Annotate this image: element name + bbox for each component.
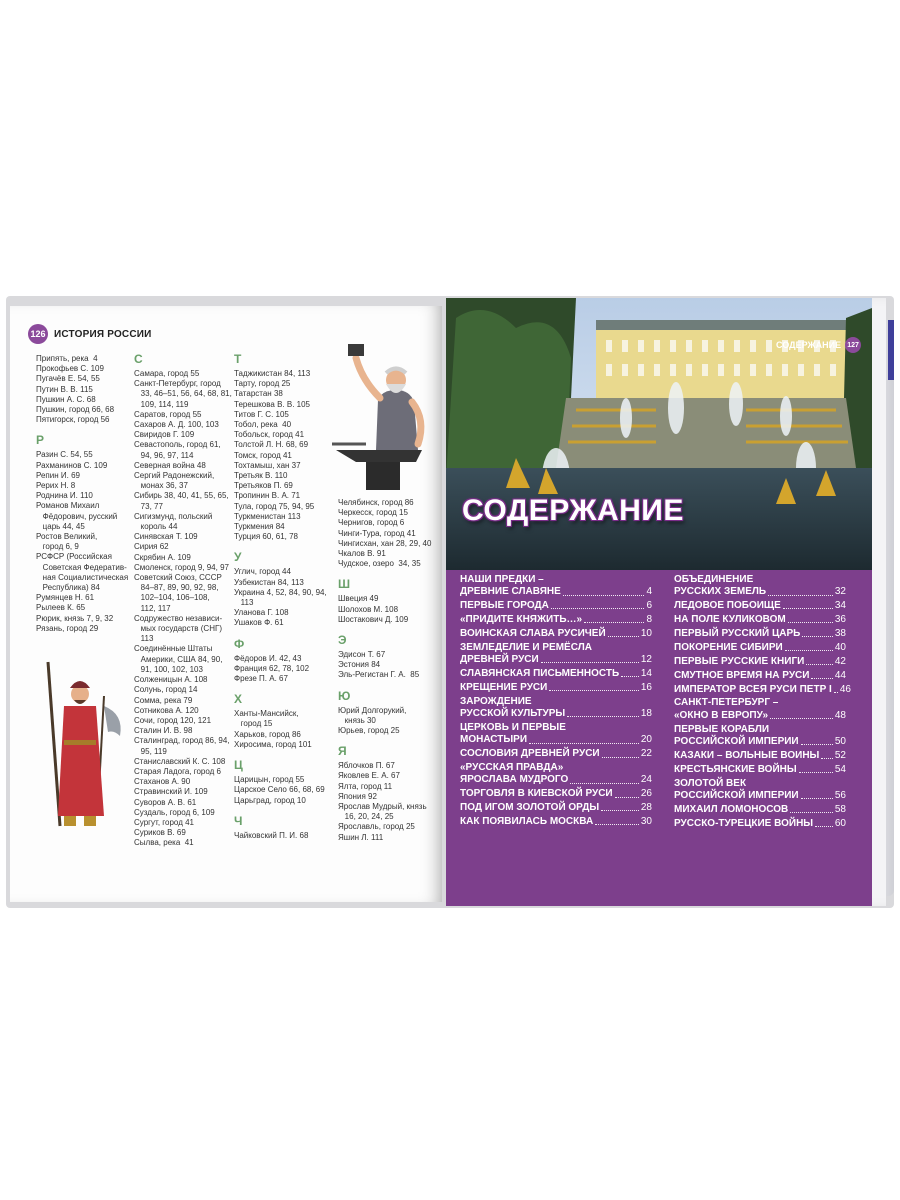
toc-column-right bbox=[674, 574, 851, 832]
index-entry: Фёдорович, русский bbox=[36, 511, 118, 521]
toc-item-page: 52 bbox=[834, 749, 846, 761]
toc-item-title: ЯРОСЛАВА МУДРОГО bbox=[460, 774, 569, 786]
red-kaftan bbox=[58, 706, 104, 816]
toc-item-title: КАК ПОЯВИЛАСЬ МОСКВА bbox=[460, 816, 594, 828]
toc-item[interactable] bbox=[460, 696, 652, 721]
index-entry: Самара, город 55 bbox=[134, 369, 200, 378]
toc-item-title: НА ПОЛЕ КУЛИКОВОМ bbox=[674, 614, 786, 626]
index-entry: Туркменистан 113 bbox=[234, 511, 301, 521]
index-column-3 bbox=[234, 352, 334, 841]
index-entry: Пятигорск, город 56 bbox=[36, 415, 110, 425]
index-entry: Яблочков П. 67 bbox=[338, 761, 395, 771]
toc-item-title: «ОКНО В ЕВРОПУ» bbox=[674, 709, 769, 721]
index-entry: Сургут, город 41 bbox=[134, 817, 194, 827]
toc-item-page: 36 bbox=[834, 614, 846, 626]
toc-dot-leader bbox=[806, 664, 833, 665]
index-entry: Третьяк В. 110 bbox=[234, 471, 288, 481]
index-entry: Хиросима, город 101 bbox=[234, 739, 312, 749]
index-letter: Ч bbox=[234, 813, 243, 828]
toc-item[interactable] bbox=[674, 697, 846, 722]
berdysh-axe bbox=[104, 706, 121, 736]
index-entry: Чкалов В. 91 bbox=[338, 549, 386, 559]
index-entry: Эдисон Т. 67 bbox=[338, 650, 386, 660]
toc-item[interactable] bbox=[674, 818, 846, 830]
toc-item[interactable] bbox=[460, 788, 652, 800]
index-letter: Я bbox=[338, 744, 347, 759]
toc-item-title: ЗАРОЖДЕНИЕ bbox=[460, 695, 532, 707]
index-entry: ная Социалистическая bbox=[36, 572, 129, 582]
toc-item[interactable] bbox=[674, 750, 846, 762]
index-entry: Сталинград, город 86, 94, bbox=[134, 736, 230, 746]
toc-item[interactable] bbox=[674, 642, 846, 654]
index-entry: Ханты-Мансийск, bbox=[234, 709, 299, 719]
blacksmith-arm bbox=[356, 358, 380, 398]
index-letter: Ш bbox=[338, 577, 351, 592]
anvil bbox=[336, 450, 422, 462]
toc-item-page: 58 bbox=[834, 803, 846, 815]
index-letter: У bbox=[234, 550, 242, 565]
index-entry: 33, 46–51, 56, 64, 68, 81, bbox=[134, 389, 232, 399]
index-entry: Рерих Н. 8 bbox=[36, 481, 76, 491]
toc-dot-leader bbox=[802, 636, 833, 637]
toc-item[interactable] bbox=[674, 670, 846, 682]
toc-item-page: 16 bbox=[640, 681, 652, 693]
toc-item-title: РУССКОЙ КУЛЬТУРЫ bbox=[460, 708, 566, 720]
index-entry: 84–87, 89, 90, 92, 98, bbox=[134, 583, 219, 593]
index-letter: Ц bbox=[234, 758, 243, 773]
index-entry: Челябинск, город 86 bbox=[338, 498, 414, 507]
index-entry: Шостакович Д. 109 bbox=[338, 614, 409, 624]
index-entry: Рахманинов С. 109 bbox=[36, 460, 108, 470]
toc-item-title: ПЕРВЫЕ ГОРОДА bbox=[460, 600, 549, 612]
toc-dot-leader bbox=[811, 678, 832, 679]
index-entry: Свиридов Г. 109 bbox=[134, 430, 195, 440]
toc-item-title: ДРЕВНЕЙ РУСИ bbox=[460, 654, 539, 666]
toc-item-title: «РУССКАЯ ПРАВДА» bbox=[460, 762, 564, 774]
toc-item[interactable] bbox=[460, 748, 652, 760]
index-entry: 91, 100, 102, 103 bbox=[134, 664, 203, 674]
index-entry: Чудское, озеро 34, 35 bbox=[338, 559, 421, 569]
toc-item[interactable] bbox=[674, 600, 846, 612]
index-entry: Тула, город 75, 94, 95 bbox=[234, 501, 315, 511]
index-entry: Тропинин В. А. 71 bbox=[234, 491, 301, 501]
toc-item-title: ЦЕРКОВЬ И ПЕРВЫЕ bbox=[460, 722, 566, 734]
toc-title: СОДЕРЖАНИЕ bbox=[462, 494, 684, 527]
toc-item-page: 54 bbox=[834, 763, 846, 775]
index-entry: Рязань, город 29 bbox=[36, 623, 99, 633]
toc-item-page: 32 bbox=[834, 586, 846, 598]
toc-item-title: РОССИЙСКОЙ ИМПЕРИИ bbox=[674, 735, 799, 747]
toc-dot-leader bbox=[615, 797, 639, 798]
toc-item-page: 22 bbox=[640, 748, 652, 760]
index-entry: Роднина И. 110 bbox=[36, 491, 93, 501]
left-page-number: 126 bbox=[28, 324, 48, 344]
index-entry: Репин И. 69 bbox=[36, 470, 80, 480]
toc-item[interactable] bbox=[460, 600, 652, 612]
cover-edge-stripe bbox=[888, 320, 894, 380]
toc-dot-leader bbox=[549, 690, 639, 691]
index-entry: РСФСР (Российская bbox=[36, 552, 112, 562]
toc-dot-leader bbox=[821, 758, 833, 759]
toc-column-left bbox=[460, 574, 652, 830]
index-entry: Советская Федератив- bbox=[36, 562, 127, 572]
toc-item-title: ПЕРВЫЕ КОРАБЛИ bbox=[674, 723, 770, 735]
toc-item[interactable] bbox=[674, 614, 846, 626]
toc-item-title: НАШИ ПРЕДКИ – bbox=[460, 574, 544, 585]
toc-item-title: РОССИЙСКОЙ ИМПЕРИИ bbox=[674, 789, 799, 801]
right-page-header-label: СОДЕРЖАНИЕ bbox=[776, 340, 842, 350]
index-entry: монах 36, 37 bbox=[134, 481, 188, 491]
toc-dot-leader bbox=[783, 608, 833, 609]
toc-item[interactable] bbox=[460, 668, 652, 680]
index-entry: Фрезе П. А. 67 bbox=[234, 674, 288, 684]
toc-item[interactable] bbox=[460, 762, 652, 787]
right-page-number: 127 bbox=[845, 337, 861, 353]
toc-item-page: 6 bbox=[646, 600, 652, 612]
toc-item[interactable] bbox=[460, 722, 652, 747]
toc-dot-leader bbox=[621, 676, 639, 677]
index-entry: город 6, 9 bbox=[36, 542, 79, 552]
toc-item[interactable] bbox=[460, 802, 652, 814]
index-entry: Ростов Великий, bbox=[36, 532, 98, 542]
toc-item-title: СМУТНОЕ ВРЕМЯ НА РУСИ bbox=[674, 669, 810, 681]
toc-dot-leader bbox=[602, 757, 639, 758]
toc-dot-leader bbox=[768, 595, 833, 596]
toc-item-page: 48 bbox=[834, 709, 846, 721]
index-entry: 102–104, 106–108, bbox=[134, 593, 210, 603]
toc-dot-leader bbox=[541, 662, 639, 663]
index-letter: Т bbox=[234, 352, 242, 366]
toc-dot-leader bbox=[790, 812, 833, 813]
index-entry: Сергий Радонежский, bbox=[134, 471, 215, 481]
index-entry: Япония 92 bbox=[338, 791, 377, 801]
toc-item-title: ОБЪЕДИНЕНИЕ bbox=[674, 574, 754, 585]
toc-item[interactable] bbox=[674, 683, 851, 696]
toc-item-page: 38 bbox=[834, 627, 846, 639]
toc-item-title: КРЕЩЕНИЕ РУСИ bbox=[460, 681, 548, 693]
index-entry: Юрьев, город 25 bbox=[338, 726, 400, 736]
toc-item[interactable] bbox=[674, 764, 846, 776]
index-entry: 113 bbox=[234, 598, 254, 608]
toc-item-page: 44 bbox=[834, 669, 846, 681]
toc-item-title: ПЕРВЫЙ РУССКИЙ ЦАРЬ bbox=[674, 627, 801, 639]
toc-item[interactable] bbox=[674, 724, 846, 749]
index-entry: 109, 114, 119 bbox=[134, 399, 189, 409]
index-entry: Яшин Л. 111 bbox=[338, 832, 384, 842]
toc-dot-leader bbox=[563, 595, 645, 596]
index-entry: Царское Село 66, 68, 69 bbox=[234, 785, 325, 795]
toc-item-page: 14 bbox=[640, 668, 652, 680]
index-entry: Ярослав Мудрый, князь bbox=[338, 802, 427, 812]
toc-item-page: 42 bbox=[834, 655, 846, 667]
hammer-head bbox=[348, 344, 364, 356]
index-entry: Соединённые Штаты bbox=[134, 644, 213, 654]
toc-item-title: ПОД ИГОМ ЗОЛОТОЙ ОРДЫ bbox=[460, 802, 600, 814]
index-entry: 112, 117 bbox=[134, 603, 171, 613]
index-entry: Таджикистан 84, 113 bbox=[234, 369, 311, 378]
index-entry: Содружество независи- bbox=[134, 613, 223, 623]
toc-item[interactable] bbox=[674, 804, 846, 816]
toc-dot-leader bbox=[595, 824, 639, 825]
index-entry: Черкесск, город 15 bbox=[338, 508, 408, 518]
index-letter: Ю bbox=[338, 688, 351, 703]
index-entry: Старая Ладога, город 6 bbox=[134, 766, 221, 776]
index-entry: Томск, город 41 bbox=[234, 450, 292, 460]
index-entry: Солженицын А. 108 bbox=[134, 675, 208, 685]
toc-dot-leader bbox=[834, 692, 838, 693]
toc-dot-leader bbox=[529, 743, 639, 744]
toc-item-title: РУССКИХ ЗЕМЕЛЬ bbox=[674, 586, 767, 598]
index-entry: Углич, город 44 bbox=[234, 567, 291, 577]
toc-item[interactable] bbox=[460, 816, 652, 828]
toc-item[interactable] bbox=[674, 574, 846, 599]
index-letter: С bbox=[134, 352, 143, 366]
toc-dot-leader bbox=[788, 622, 833, 623]
index-entry: Туркмения 84 bbox=[234, 522, 285, 532]
index-entry: Тобол, река 40 bbox=[234, 420, 292, 430]
index-entry: Солунь, город 14 bbox=[134, 685, 198, 695]
toc-item-title: МИХАИЛ ЛОМОНОСОВ bbox=[674, 803, 789, 815]
index-entry: Сирия 62 bbox=[134, 542, 169, 552]
toc-item-title: ЗОЛОТОЙ ВЕК bbox=[674, 777, 747, 789]
toc-item[interactable] bbox=[460, 682, 652, 694]
index-entry: Синявская Т. 109 bbox=[134, 532, 198, 542]
index-entry: Сахаров А. Д. 100, 103 bbox=[134, 420, 219, 430]
toc-item-title: ДРЕВНИЕ СЛАВЯНЕ bbox=[460, 586, 561, 598]
left-page-title: ИСТОРИЯ РОССИИ bbox=[54, 328, 152, 340]
toc-item-title: ТОРГОВЛЯ В КИЕВСКОЙ РУСИ bbox=[460, 788, 613, 800]
index-entry: Станиславский К. С. 108 bbox=[134, 756, 226, 766]
index-entry: Тобольск, город 41 bbox=[234, 430, 305, 440]
toc-item-page: 28 bbox=[640, 802, 652, 814]
index-entry: Прокофьев С. 109 bbox=[36, 364, 104, 374]
toc-dot-leader bbox=[567, 716, 639, 717]
index-entry: Ялта, город 11 bbox=[338, 781, 393, 791]
index-entry: Ушаков Ф. 61 bbox=[234, 618, 284, 628]
toc-item-title: СЛАВЯНСКАЯ ПИСЬМЕННОСТЬ bbox=[460, 668, 620, 680]
index-entry: Рюрик, князь 7, 9, 32 bbox=[36, 613, 114, 623]
toc-item-page: 18 bbox=[640, 708, 652, 720]
toc-item-page: 8 bbox=[646, 614, 652, 626]
index-entry: Яковлев Е. А. 67 bbox=[338, 771, 400, 781]
belt bbox=[64, 740, 96, 745]
index-entry: Татарстан 38 bbox=[234, 389, 283, 399]
index-entry: Саратов, город 55 bbox=[134, 409, 202, 419]
palace-roof bbox=[596, 320, 846, 330]
toc-item[interactable] bbox=[460, 574, 652, 599]
index-entry: 94, 96, 97, 114 bbox=[134, 450, 194, 460]
toc-dot-leader bbox=[799, 772, 833, 773]
toc-item-title: КАЗАКИ – ВОЛЬНЫЕ ВОИНЫ bbox=[674, 749, 820, 761]
toc-item-page: 24 bbox=[640, 774, 652, 786]
index-entry: Сигизмунд, польский bbox=[134, 511, 213, 521]
index-entry: Уланова Г. 108 bbox=[234, 608, 289, 618]
index-entry: Украина 4, 52, 84, 90, 94, bbox=[234, 587, 327, 597]
index-entry: Швеция 49 bbox=[338, 594, 379, 604]
toc-item-title: ВОИНСКАЯ СЛАВА РУСИЧЕЙ bbox=[460, 627, 606, 639]
index-entry: Царьград, город 10 bbox=[234, 795, 306, 805]
toc-item-page: 60 bbox=[834, 817, 846, 829]
toc-item-page: 30 bbox=[640, 816, 652, 828]
index-entry: Разин С. 54, 55 bbox=[36, 450, 93, 460]
toc-item[interactable] bbox=[460, 614, 652, 626]
index-entry: Чернигов, город 6 bbox=[338, 518, 405, 528]
toc-item-title: ЗЕМЛЕДЕЛИЕ И РЕМЁСЛА bbox=[460, 641, 592, 653]
toc-dot-leader bbox=[801, 744, 833, 745]
index-entry: Рылеев К. 65 bbox=[36, 603, 86, 613]
index-entry: мых государств (СНГ) bbox=[134, 624, 222, 634]
index-entry: 73, 77 bbox=[134, 501, 163, 511]
index-entry: Шолохов М. 108 bbox=[338, 604, 399, 614]
toc-item-page: 56 bbox=[834, 789, 846, 801]
index-column-2 bbox=[134, 352, 234, 849]
index-entry: 95, 119 bbox=[134, 746, 167, 756]
boot-right bbox=[84, 816, 96, 826]
streltsy-soldier-illustration bbox=[34, 656, 128, 832]
index-entry: Харьков, город 86 bbox=[234, 729, 301, 739]
index-entry: 16, 20, 24, 25 bbox=[338, 812, 394, 822]
index-entry: 113 bbox=[134, 634, 154, 644]
index-entry: Америки, США 84, 90, bbox=[134, 654, 223, 664]
index-entry: Терешкова В. В. 105 bbox=[234, 399, 310, 409]
toc-item-title: САНКТ-ПЕТЕРБУРГ – bbox=[674, 697, 779, 709]
toc-item-title: ИМПЕРАТОР ВСЕЯ РУСИ ПЕТР I bbox=[674, 683, 832, 695]
index-entry: Ярославль, город 25 bbox=[338, 822, 415, 832]
index-entry: Сибирь 38, 40, 41, 55, 65, bbox=[134, 491, 229, 501]
index-entry: Советский Союз, СССР bbox=[134, 573, 222, 583]
index-letter: Э bbox=[338, 633, 347, 648]
index-letter: Р bbox=[36, 433, 45, 448]
toc-item-title: ПЕРВЫЕ РУССКИЕ КНИГИ bbox=[674, 655, 805, 667]
index-entry: Санкт-Петербург, город bbox=[134, 379, 221, 389]
index-entry: Смоленск, город 9, 94, 97 bbox=[134, 562, 229, 572]
index-entry: Юрий Долгорукий, bbox=[338, 705, 407, 715]
index-entry: Суворов А. В. 61 bbox=[134, 797, 197, 807]
index-entry: Турция 60, 61, 78 bbox=[234, 532, 298, 542]
toc-item-title: КРЕСТЬЯНСКИЕ ВОЙНЫ bbox=[674, 763, 797, 775]
toc-item-page: 50 bbox=[834, 735, 846, 747]
toc-dot-leader bbox=[770, 718, 833, 719]
index-entry: Сотникова А. 120 bbox=[134, 705, 199, 715]
toc-item-page: 20 bbox=[640, 734, 652, 746]
toc-item-page: 46 bbox=[839, 683, 851, 695]
toc-item-title: МОНАСТЫРИ bbox=[460, 734, 528, 746]
index-entry: Эль-Регистан Г. А. 85 bbox=[338, 670, 420, 680]
toc-dot-leader bbox=[801, 798, 833, 799]
index-entry: король 44 bbox=[134, 522, 178, 532]
toc-item-page: 40 bbox=[834, 641, 846, 653]
index-entry: Суриков В. 69 bbox=[134, 828, 186, 838]
index-entry: Севастополь, город 61, bbox=[134, 440, 221, 450]
toc-item-title: ЛЕДОВОЕ ПОБОИЩЕ bbox=[674, 600, 781, 612]
anvil-base bbox=[366, 460, 400, 490]
index-entry: город 15 bbox=[234, 719, 273, 729]
musket bbox=[48, 662, 60, 826]
boot-left bbox=[64, 816, 76, 826]
index-entry: царь 44, 45 bbox=[36, 521, 85, 531]
index-entry: Стравинский И. 109 bbox=[134, 787, 208, 797]
soldier-beard bbox=[74, 700, 86, 704]
index-entry: Романов Михаил bbox=[36, 501, 100, 511]
soldier-hat bbox=[70, 681, 90, 688]
index-column-1 bbox=[36, 354, 130, 634]
index-entry: Третьяков П. 69 bbox=[234, 481, 293, 491]
index-entry: Эстония 84 bbox=[338, 660, 381, 670]
toc-dot-leader bbox=[608, 636, 639, 637]
index-entry: Толстой Л. Н. 68, 69 bbox=[234, 440, 309, 450]
index-letter: Х bbox=[234, 692, 243, 707]
toc-item[interactable] bbox=[460, 642, 652, 667]
index-entry: Пушкин, город 66, 68 bbox=[36, 405, 115, 415]
toc-item-page: 26 bbox=[640, 788, 652, 800]
index-entry: Пушкин А. С. 68 bbox=[36, 394, 96, 404]
index-entry: Сомма, река 79 bbox=[134, 695, 193, 705]
index-column-4 bbox=[338, 498, 438, 843]
toc-item-page: 10 bbox=[640, 627, 652, 639]
toc-dot-leader bbox=[601, 810, 639, 811]
index-entry: Республика) 84 bbox=[36, 583, 100, 593]
toc-dot-leader bbox=[815, 826, 833, 827]
index-entry: Узбекистан 84, 113 bbox=[234, 577, 304, 587]
toc-dot-leader bbox=[551, 608, 645, 609]
index-entry: Путин В. В. 115 bbox=[36, 384, 93, 394]
right-page-header bbox=[776, 337, 861, 353]
toc-dot-leader bbox=[584, 622, 644, 623]
index-entry: Чинги-Тура, город 41 bbox=[338, 528, 416, 538]
toc-item-title: РУССКО-ТУРЕЦКИЕ ВОЙНЫ bbox=[674, 817, 814, 829]
toc-item-title: «ПРИДИТЕ КНЯЖИТЬ…» bbox=[460, 614, 583, 626]
index-entry: Титов Г. С. 105 bbox=[234, 409, 289, 419]
toc-item-title: ПОКОРЕНИЕ СИБИРИ bbox=[674, 641, 783, 653]
index-entry: Припять, река 4 bbox=[36, 354, 98, 363]
toc-item[interactable] bbox=[674, 778, 846, 803]
index-entry: князь 30 bbox=[338, 715, 376, 725]
index-entry: Тохтамыш, хан 37 bbox=[234, 460, 301, 470]
index-entry: Сталин И. В. 98 bbox=[134, 726, 193, 736]
toc-item-title: СОСЛОВИЯ ДРЕВНЕЙ РУСИ bbox=[460, 748, 600, 760]
toc-dot-leader bbox=[570, 783, 639, 784]
index-entry: Сочи, город 120, 121 bbox=[134, 715, 212, 725]
toc-dot-leader bbox=[785, 650, 833, 651]
index-entry: Суздаль, город 6, 109 bbox=[134, 807, 215, 817]
index-entry: Северная война 48 bbox=[134, 460, 206, 470]
toc-item-page: 4 bbox=[646, 586, 652, 598]
index-entry: Стаханов А. 90 bbox=[134, 777, 191, 787]
index-entry: Пугачёв Е. 54, 55 bbox=[36, 374, 100, 384]
blacksmith-illustration bbox=[326, 340, 438, 500]
index-entry: Царицын, город 55 bbox=[234, 775, 305, 785]
toc-item[interactable] bbox=[460, 628, 652, 640]
toc-item[interactable] bbox=[674, 656, 846, 668]
index-entry: Скрябин А. 109 bbox=[134, 552, 191, 562]
index-entry: Сылва, река 41 bbox=[134, 838, 194, 848]
index-entry: Чингисхан, хан 28, 29, 40 bbox=[338, 538, 432, 548]
index-letter: Ф bbox=[234, 636, 245, 651]
left-page-header bbox=[28, 324, 152, 344]
index-entry: Франция 62, 78, 102 bbox=[234, 663, 310, 673]
toc-item-page: 34 bbox=[834, 600, 846, 612]
index-entry: Румянцев Н. 61 bbox=[36, 593, 95, 603]
index-entry: Фёдоров И. 42, 43 bbox=[234, 653, 302, 663]
toc-item-page: 12 bbox=[640, 654, 652, 666]
toc-item[interactable] bbox=[674, 628, 846, 640]
index-entry: Чайковский П. И. 68 bbox=[234, 830, 309, 840]
index-entry: Тарту, город 25 bbox=[234, 379, 291, 389]
